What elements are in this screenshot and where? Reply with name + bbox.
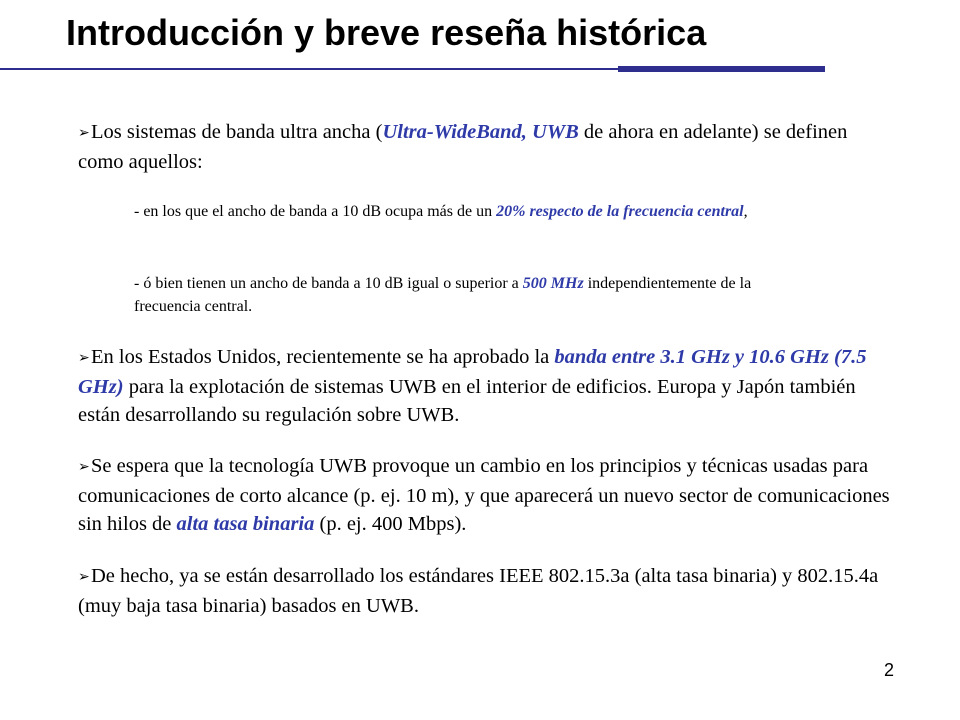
bullet-text-pre: En los Estados Unidos, recientemente se ha aprobado la — [91, 346, 555, 368]
arrow-bullet-icon: ➢ — [78, 460, 90, 475]
sub-highlight: 20% respecto de la frecuencia central — [496, 203, 744, 220]
arrow-bullet-icon: ➢ — [78, 570, 90, 585]
bullet-text: De hecho, ya se están desarrollado los estándares IEEE 802.15.3a (alta tasa binaria) y 802.15.4a (muy baja tasa binaria) basados en UWB. — [78, 565, 879, 617]
sub-highlight: 500 MHz — [522, 275, 584, 292]
bullet-us-regulation — [78, 343, 898, 429]
sub-text-pre: - en los que el ancho de banda a 10 dB ocupa más de un — [134, 203, 497, 220]
bullet-text-post: (p. ej. 400 Mbps). — [314, 513, 467, 535]
bullet-highlight: banda entre 3.1 GHz y 10.6 GHz (7.5 GHz) — [78, 346, 867, 398]
slide-title: Introducción y breve reseña histórica — [66, 12, 707, 53]
title-divider — [0, 66, 825, 72]
bullet-text-pre: Se espera que la tecnología UWB provoque un cambio en los principios y técnicas usadas para comunicaciones de corto alcance (p. ej. 10 m), y que aparecerá un nuevo sector de comunicaciones sin hilos de — [78, 455, 890, 535]
bullet-text-post: para la explotación de sistemas UWB en el interior de edificios. Europa y Japón también están desarrollando su regulación sobre UWB. — [78, 376, 856, 426]
sub-text-pre: - ó bien tienen un ancho de banda a 10 dB igual o superior a — [134, 275, 523, 292]
page-number: 2 — [883, 660, 894, 680]
arrow-bullet-icon: ➢ — [78, 126, 90, 141]
sub-item-bandwidth-percent — [134, 200, 774, 223]
bullet-highlight: alta tasa binaria — [176, 513, 315, 535]
bullet-technology-impact — [78, 452, 898, 538]
sub-text-post: , — [743, 203, 748, 220]
bullet-highlight: Ultra-WideBand, UWB — [382, 121, 579, 143]
bullet-text-post: de ahora en adelante) se definen como aquellos: — [78, 121, 848, 173]
bullet-text-pre: Los sistemas de banda ultra ancha ( — [91, 121, 383, 143]
arrow-bullet-icon: ➢ — [78, 351, 90, 366]
bullet-ieee-standards — [78, 562, 898, 620]
sub-text-post: independientemente de la frecuencia central. — [134, 275, 752, 315]
divider-thick-line — [618, 66, 825, 72]
sub-item-bandwidth-absolute — [134, 272, 774, 318]
bullet-uwb-definition — [78, 118, 898, 176]
